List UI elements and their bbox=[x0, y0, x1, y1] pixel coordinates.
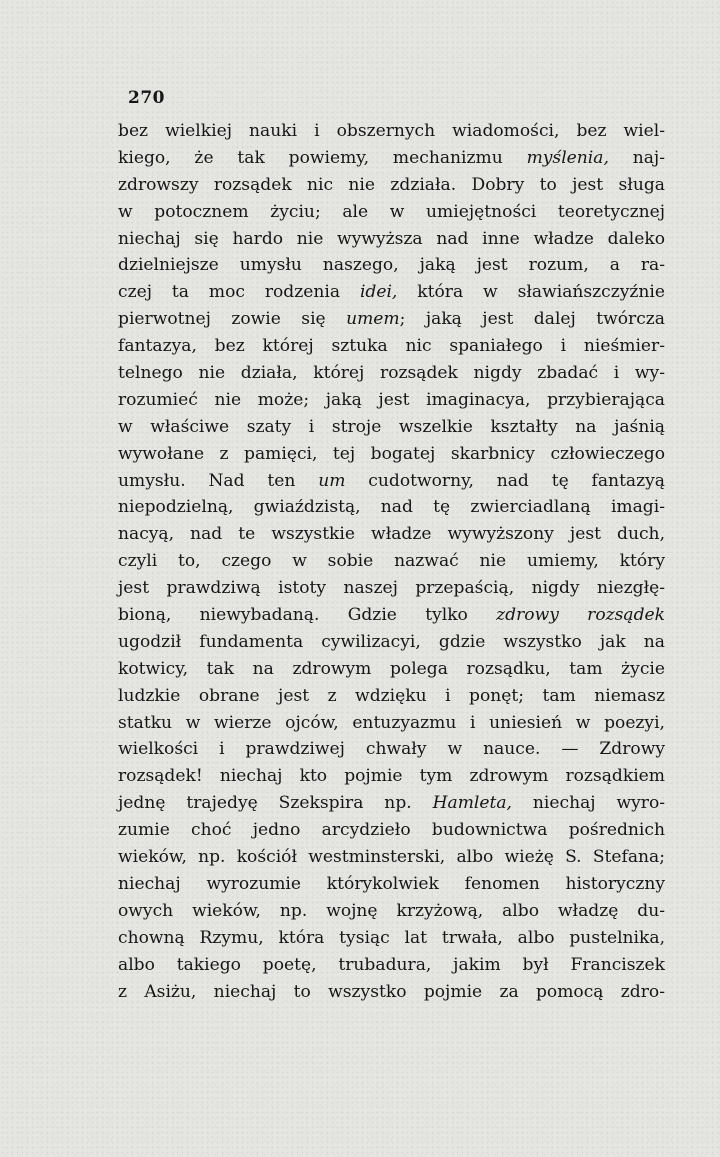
text-segment: bez wielkiej nauki i obszernych wiadomości, bez wiel- bbox=[118, 121, 665, 141]
text-segment: dzielniejsze umysłu naszego, jaką jest rozum, a ra- bbox=[118, 255, 665, 276]
text-segment: kiego, że tak powiemy, mechanizmu bbox=[118, 147, 527, 168]
page-number: 270 bbox=[128, 88, 165, 108]
text-segment: w potocznem życiu; ale w umiejętności teoretycznej bbox=[118, 201, 665, 222]
text-line bbox=[118, 441, 665, 468]
text-line bbox=[118, 118, 665, 145]
text-segment: zumie choć jedno arcydzieło budownictwa pośrednich bbox=[118, 820, 665, 841]
text-line bbox=[118, 844, 665, 871]
text-line bbox=[118, 548, 665, 575]
text-segment: niechaj wyro- bbox=[512, 793, 666, 814]
text-line bbox=[118, 252, 665, 279]
text-segment: statku w wierze ojców, entuzyazmu i uniesień w poezyi, bbox=[118, 712, 665, 733]
text-segment: czyli to, czego w sobie nazwać nie umiemy, który bbox=[118, 551, 665, 572]
text-segment: zdrowszy rozsądek nic nie zdziała. Dobry to jest sługa bbox=[118, 174, 665, 195]
text-segment: bioną, niewybadaną. Gdzie tylko bbox=[118, 605, 497, 626]
text-line bbox=[118, 333, 665, 360]
text-line bbox=[118, 306, 665, 333]
italic-text-segment: um bbox=[318, 470, 346, 491]
text-line bbox=[118, 763, 665, 790]
text-segment: wieków, np. kościół westminsterski, albo wieżę S. Stefana; bbox=[118, 847, 665, 868]
text-segment: ludzkie obrane jest z wdzięku i ponęt; tam niemasz bbox=[118, 685, 665, 706]
text-line bbox=[118, 683, 665, 710]
text-segment: rozsądek! niechaj kto pojmie tym zdrowym rozsądkiem bbox=[118, 766, 665, 787]
text-segment: niechaj wyrozumie którykolwiek fenomen historyczny bbox=[118, 873, 665, 894]
text-segment: pierwotnej zowie się bbox=[118, 309, 347, 330]
italic-text-segment: idei, bbox=[359, 282, 398, 303]
text-segment: umysłu. Nad ten bbox=[118, 470, 319, 491]
text-segment: jednę trajedyę Szekspira np. bbox=[118, 793, 433, 814]
text-segment: kotwicy, tak na zdrowym polega rozsądku, tam życie bbox=[118, 658, 665, 679]
text-line bbox=[118, 521, 665, 548]
text-segment: nacyą, nad te wszystkie władze wywyższony jest duch, bbox=[118, 524, 665, 545]
text-line bbox=[118, 360, 665, 387]
text-line bbox=[118, 199, 665, 226]
body-text bbox=[118, 118, 665, 1005]
text-segment: która w sławiańszczyźnie bbox=[397, 282, 666, 303]
text-line bbox=[118, 736, 665, 763]
text-line bbox=[118, 952, 665, 979]
text-line bbox=[118, 145, 665, 172]
text-segment: niechaj się hardo nie wywyższa nad inne władze daleko bbox=[118, 228, 665, 249]
text-segment: z Asiżu, niechaj to wszystko pojmie za pomocą zdro- bbox=[118, 981, 665, 1002]
text-segment: albo takiego poetę, trubadura, jakim był Franciszek bbox=[118, 954, 665, 975]
text-segment: fantazya, bez której sztuka nic spaniałego i nieśmier- bbox=[118, 336, 665, 357]
text-line bbox=[118, 925, 665, 952]
italic-text-segment: umem bbox=[346, 309, 400, 330]
text-segment: jest prawdziwą istoty naszej przepaścią, nigdy niezgłę- bbox=[118, 578, 665, 599]
italic-text-segment: Hamleta, bbox=[432, 793, 512, 814]
text-line bbox=[118, 387, 665, 414]
text-line bbox=[118, 871, 665, 898]
text-line bbox=[118, 817, 665, 844]
text-segment: wywołane z pamięci, tej bogatej skarbnicy człowieczego bbox=[118, 443, 665, 464]
italic-text-segment: myślenia, bbox=[526, 147, 609, 168]
text-line bbox=[118, 790, 665, 817]
text-segment: chowną Rzymu, która tysiąc lat trwała, albo pustelnika, bbox=[118, 927, 665, 948]
text-segment: owych wieków, np. wojnę krzyżową, albo władzę du- bbox=[118, 900, 665, 921]
text-line bbox=[118, 414, 665, 441]
text-line bbox=[118, 629, 665, 656]
text-segment: czej ta moc rodzenia bbox=[118, 282, 360, 303]
text-line bbox=[118, 172, 665, 199]
text-segment: wielkości i prawdziwej chwały w nauce. — Zdrowy bbox=[118, 739, 665, 760]
italic-text-segment: zdrowy rozsądek bbox=[496, 605, 666, 626]
text-segment: ; jaką jest dalej twórcza bbox=[399, 309, 665, 330]
text-segment: niepodzielną, gwiaździstą, nad tę zwierciadlaną imagi- bbox=[118, 497, 665, 518]
text-line bbox=[118, 279, 665, 306]
text-segment: telnego nie działa, której rozsądek nigdy zbadać i wy- bbox=[118, 363, 665, 384]
text-segment: cudotworny, nad tę fantazyą bbox=[345, 470, 665, 491]
text-line bbox=[118, 898, 665, 925]
text-line bbox=[118, 494, 665, 521]
text-line bbox=[118, 226, 665, 253]
text-segment: ugodził fundamenta cywilizacyi, gdzie wszystko jak na bbox=[118, 631, 665, 652]
text-line bbox=[118, 710, 665, 737]
text-line bbox=[118, 656, 665, 683]
text-line bbox=[118, 575, 665, 602]
text-segment: naj- bbox=[608, 147, 665, 168]
text-segment: w właściwe szaty i stroje wszelkie kształty na jaśnią bbox=[118, 416, 665, 437]
text-line bbox=[118, 979, 665, 1006]
text-line bbox=[118, 468, 665, 495]
text-line bbox=[118, 602, 665, 629]
text-segment: rozumieć nie może; jaką jest imaginacya, przybierająca bbox=[118, 389, 665, 410]
